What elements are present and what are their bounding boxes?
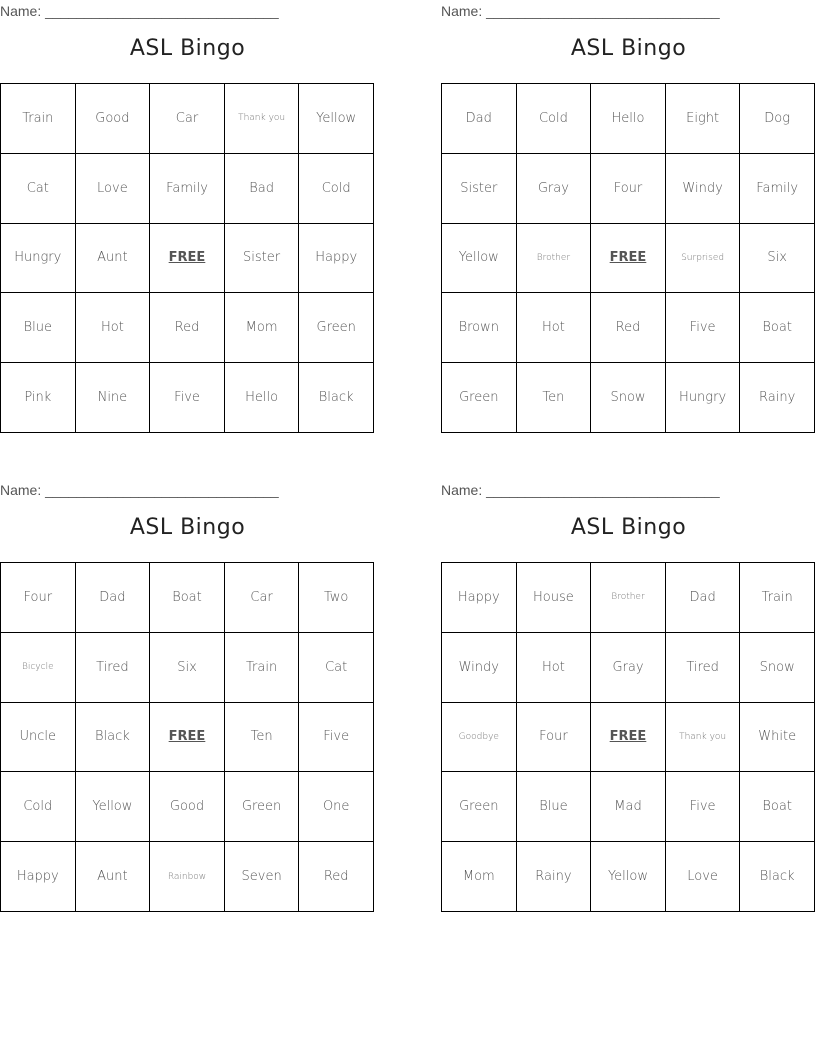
bingo-cell: Blue <box>517 772 592 842</box>
bingo-grid <box>441 83 815 433</box>
bingo-cell: Two <box>299 563 374 633</box>
bingo-cell: Red <box>150 293 225 363</box>
bingo-cell: Snow <box>591 363 666 433</box>
bingo-card-2 <box>441 0 816 430</box>
bingo-cell: White <box>740 703 815 773</box>
bingo-cell: Tired <box>666 633 741 703</box>
bingo-cell: Car <box>225 563 300 633</box>
bingo-cell: Mom <box>225 293 300 363</box>
bingo-cell: Good <box>76 84 151 154</box>
bingo-cell: Four <box>591 154 666 224</box>
bingo-cell: Blue <box>1 293 76 363</box>
bingo-cell: Windy <box>666 154 741 224</box>
bingo-cell: One <box>299 772 374 842</box>
bingo-cell: Goodbye <box>442 703 517 773</box>
bingo-cell: Red <box>299 842 374 912</box>
bingo-card-1 <box>0 0 375 430</box>
bingo-cell: Boat <box>150 563 225 633</box>
bingo-cell: Nine <box>76 363 151 433</box>
bingo-cell: Cat <box>299 633 374 703</box>
free-space-cell: FREE <box>591 703 666 773</box>
bingo-cell: Hungry <box>1 224 76 294</box>
free-space-cell: FREE <box>150 703 225 773</box>
bingo-cell: Six <box>740 224 815 294</box>
bingo-cell: Bicycle <box>1 633 76 703</box>
bingo-cell: Car <box>150 84 225 154</box>
bingo-cell: Dog <box>740 84 815 154</box>
bingo-cell: Train <box>225 633 300 703</box>
card-title: ASL Bingo <box>129 36 246 61</box>
bingo-grid <box>0 562 374 912</box>
bingo-cell: Cold <box>517 84 592 154</box>
bingo-cell: Dad <box>442 84 517 154</box>
bingo-cell: Windy <box>442 633 517 703</box>
bingo-cell: Train <box>740 563 815 633</box>
bingo-cell: Love <box>666 842 741 912</box>
bingo-cell: Cold <box>299 154 374 224</box>
bingo-grid <box>0 83 374 433</box>
bingo-cell: Aunt <box>76 842 151 912</box>
bingo-cell: Good <box>150 772 225 842</box>
bingo-cell: House <box>517 563 592 633</box>
bingo-cell: Uncle <box>1 703 76 773</box>
bingo-cell: Eight <box>666 84 741 154</box>
bingo-cell: Brown <box>442 293 517 363</box>
bingo-cell: Black <box>76 703 151 773</box>
card-title: ASL Bingo <box>570 36 687 61</box>
name-field-label: Name: ______________________________ <box>441 482 720 498</box>
bingo-cell: Brother <box>517 224 592 294</box>
bingo-cell: Gray <box>517 154 592 224</box>
card-title: ASL Bingo <box>570 515 687 540</box>
bingo-cell: Seven <box>225 842 300 912</box>
bingo-cell: Pink <box>1 363 76 433</box>
bingo-cell: Black <box>740 842 815 912</box>
bingo-cell: Four <box>1 563 76 633</box>
bingo-cell: Hungry <box>666 363 741 433</box>
bingo-cell: Boat <box>740 293 815 363</box>
bingo-cell: Sister <box>442 154 517 224</box>
bingo-cell: Hot <box>517 633 592 703</box>
bingo-cell: Mom <box>442 842 517 912</box>
bingo-cell: Green <box>442 363 517 433</box>
bingo-cell: Brother <box>591 563 666 633</box>
bingo-cell: Aunt <box>76 224 151 294</box>
bingo-cell: Hello <box>225 363 300 433</box>
free-space-cell: FREE <box>591 224 666 294</box>
bingo-cell: Six <box>150 633 225 703</box>
bingo-cell: Mad <box>591 772 666 842</box>
bingo-cell: Happy <box>442 563 517 633</box>
bingo-cell: Five <box>666 772 741 842</box>
bingo-cell: Thank you <box>225 84 300 154</box>
bingo-cell: Five <box>299 703 374 773</box>
bingo-cell: Hot <box>517 293 592 363</box>
name-field-label: Name: ______________________________ <box>0 482 279 498</box>
bingo-cell: Family <box>740 154 815 224</box>
bingo-card-3 <box>0 479 375 909</box>
bingo-cell: Cold <box>1 772 76 842</box>
bingo-cell: Five <box>666 293 741 363</box>
free-space-cell: FREE <box>150 224 225 294</box>
bingo-cell: Love <box>76 154 151 224</box>
bingo-cell: Black <box>299 363 374 433</box>
bingo-cell: Ten <box>225 703 300 773</box>
bingo-cell: Dad <box>76 563 151 633</box>
bingo-cell: Five <box>150 363 225 433</box>
bingo-cell: Gray <box>591 633 666 703</box>
bingo-cell: Happy <box>1 842 76 912</box>
bingo-cell: Dad <box>666 563 741 633</box>
bingo-cell: Cat <box>1 154 76 224</box>
bingo-cell: Rainy <box>517 842 592 912</box>
bingo-cell: Hot <box>76 293 151 363</box>
bingo-cell: Bad <box>225 154 300 224</box>
bingo-cell: Green <box>442 772 517 842</box>
name-field-label: Name: ______________________________ <box>0 3 279 19</box>
bingo-cell: Yellow <box>76 772 151 842</box>
bingo-cell: Yellow <box>442 224 517 294</box>
bingo-cell: Yellow <box>299 84 374 154</box>
bingo-cell: Family <box>150 154 225 224</box>
bingo-cell: Ten <box>517 363 592 433</box>
bingo-cell: Train <box>1 84 76 154</box>
bingo-cell: Four <box>517 703 592 773</box>
bingo-cell: Rainbow <box>150 842 225 912</box>
bingo-cell: Boat <box>740 772 815 842</box>
bingo-cell: Yellow <box>591 842 666 912</box>
bingo-cell: Sister <box>225 224 300 294</box>
bingo-cell: Tired <box>76 633 151 703</box>
bingo-cell: Green <box>225 772 300 842</box>
bingo-cell: Happy <box>299 224 374 294</box>
bingo-cell: Rainy <box>740 363 815 433</box>
bingo-cell: Surprised <box>666 224 741 294</box>
bingo-cell: Green <box>299 293 374 363</box>
bingo-cell: Hello <box>591 84 666 154</box>
bingo-cell: Snow <box>740 633 815 703</box>
bingo-card-4 <box>441 479 816 909</box>
bingo-cell: Red <box>591 293 666 363</box>
name-field-label: Name: ______________________________ <box>441 3 720 19</box>
bingo-grid <box>441 562 815 912</box>
card-title: ASL Bingo <box>129 515 246 540</box>
bingo-cell: Thank you <box>666 703 741 773</box>
